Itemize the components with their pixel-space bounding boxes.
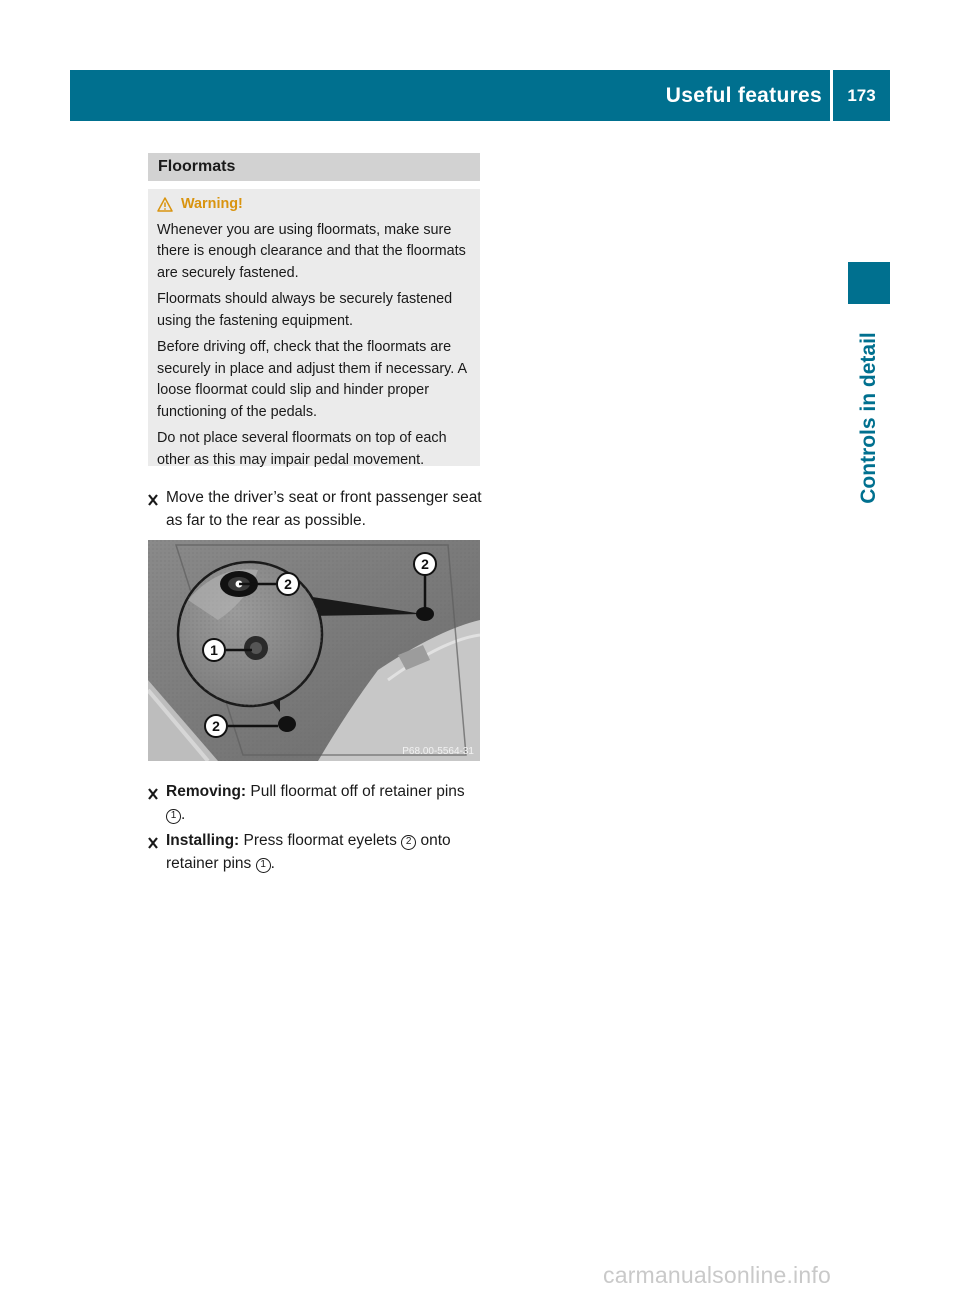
- callout-2c-label: 2: [212, 718, 220, 734]
- floormat-photo: [148, 540, 480, 761]
- instruction-removing: [148, 780, 483, 826]
- instruction-installing: [148, 829, 483, 875]
- removing-label: Removing:: [166, 783, 247, 800]
- side-tab-label: Controls in detail: [857, 332, 881, 504]
- step-bullet-icon: [148, 490, 158, 513]
- step-bullet-icon: [148, 833, 158, 856]
- step-bullet-icon: [148, 784, 158, 807]
- installing-text-b: onto retainer pins: [166, 832, 451, 872]
- installing-text-a: Press floormat eyelets: [243, 832, 397, 849]
- period: .: [270, 855, 275, 872]
- period: .: [181, 806, 186, 823]
- marker-2: 2: [401, 835, 416, 850]
- warning-title: Warning!: [181, 196, 243, 212]
- removing-text: Pull floormat off of retainer pins: [250, 783, 465, 800]
- page-number: 173: [833, 70, 890, 121]
- installing-label: Installing:: [166, 832, 240, 849]
- running-header-title: Useful features: [665, 83, 822, 107]
- marker-1: 1: [256, 858, 271, 873]
- figure-code: P68.00-5564-31: [402, 746, 474, 757]
- callout-1-label: 1: [210, 642, 218, 658]
- section-title: Floormats: [148, 153, 480, 181]
- warning-paragraph: Before driving off, check that the floormats are securely in place and adjust them if necessary. A loose floormat could slip and hinder proper functioning of the pedals.: [157, 339, 467, 420]
- warning-paragraph: Whenever you are using floormats, make sure there is enough clearance and that the floormats are securely fastened.: [157, 221, 466, 281]
- warning-box: [148, 189, 480, 466]
- callout-2b-label: 2: [421, 556, 429, 572]
- instruction-move-seat: [148, 486, 483, 532]
- callout-2-label: 2: [284, 576, 292, 592]
- side-tab: [848, 318, 890, 518]
- warning-paragraph: Floormats should always be securely fastened using the fastening equipment.: [157, 291, 453, 329]
- instruction-text: Move the driver’s seat or front passenger seat as far to the rear as possible.: [166, 489, 482, 529]
- warning-triangle-icon: [157, 197, 173, 212]
- warning-heading: [157, 194, 474, 216]
- side-tab-marker: [848, 262, 890, 304]
- warning-paragraph: Do not place several floormats on top of each other as this may impair pedal movement.: [157, 430, 447, 468]
- watermark: carmanualsonline.info: [603, 1262, 831, 1288]
- marker-1: 1: [166, 809, 181, 824]
